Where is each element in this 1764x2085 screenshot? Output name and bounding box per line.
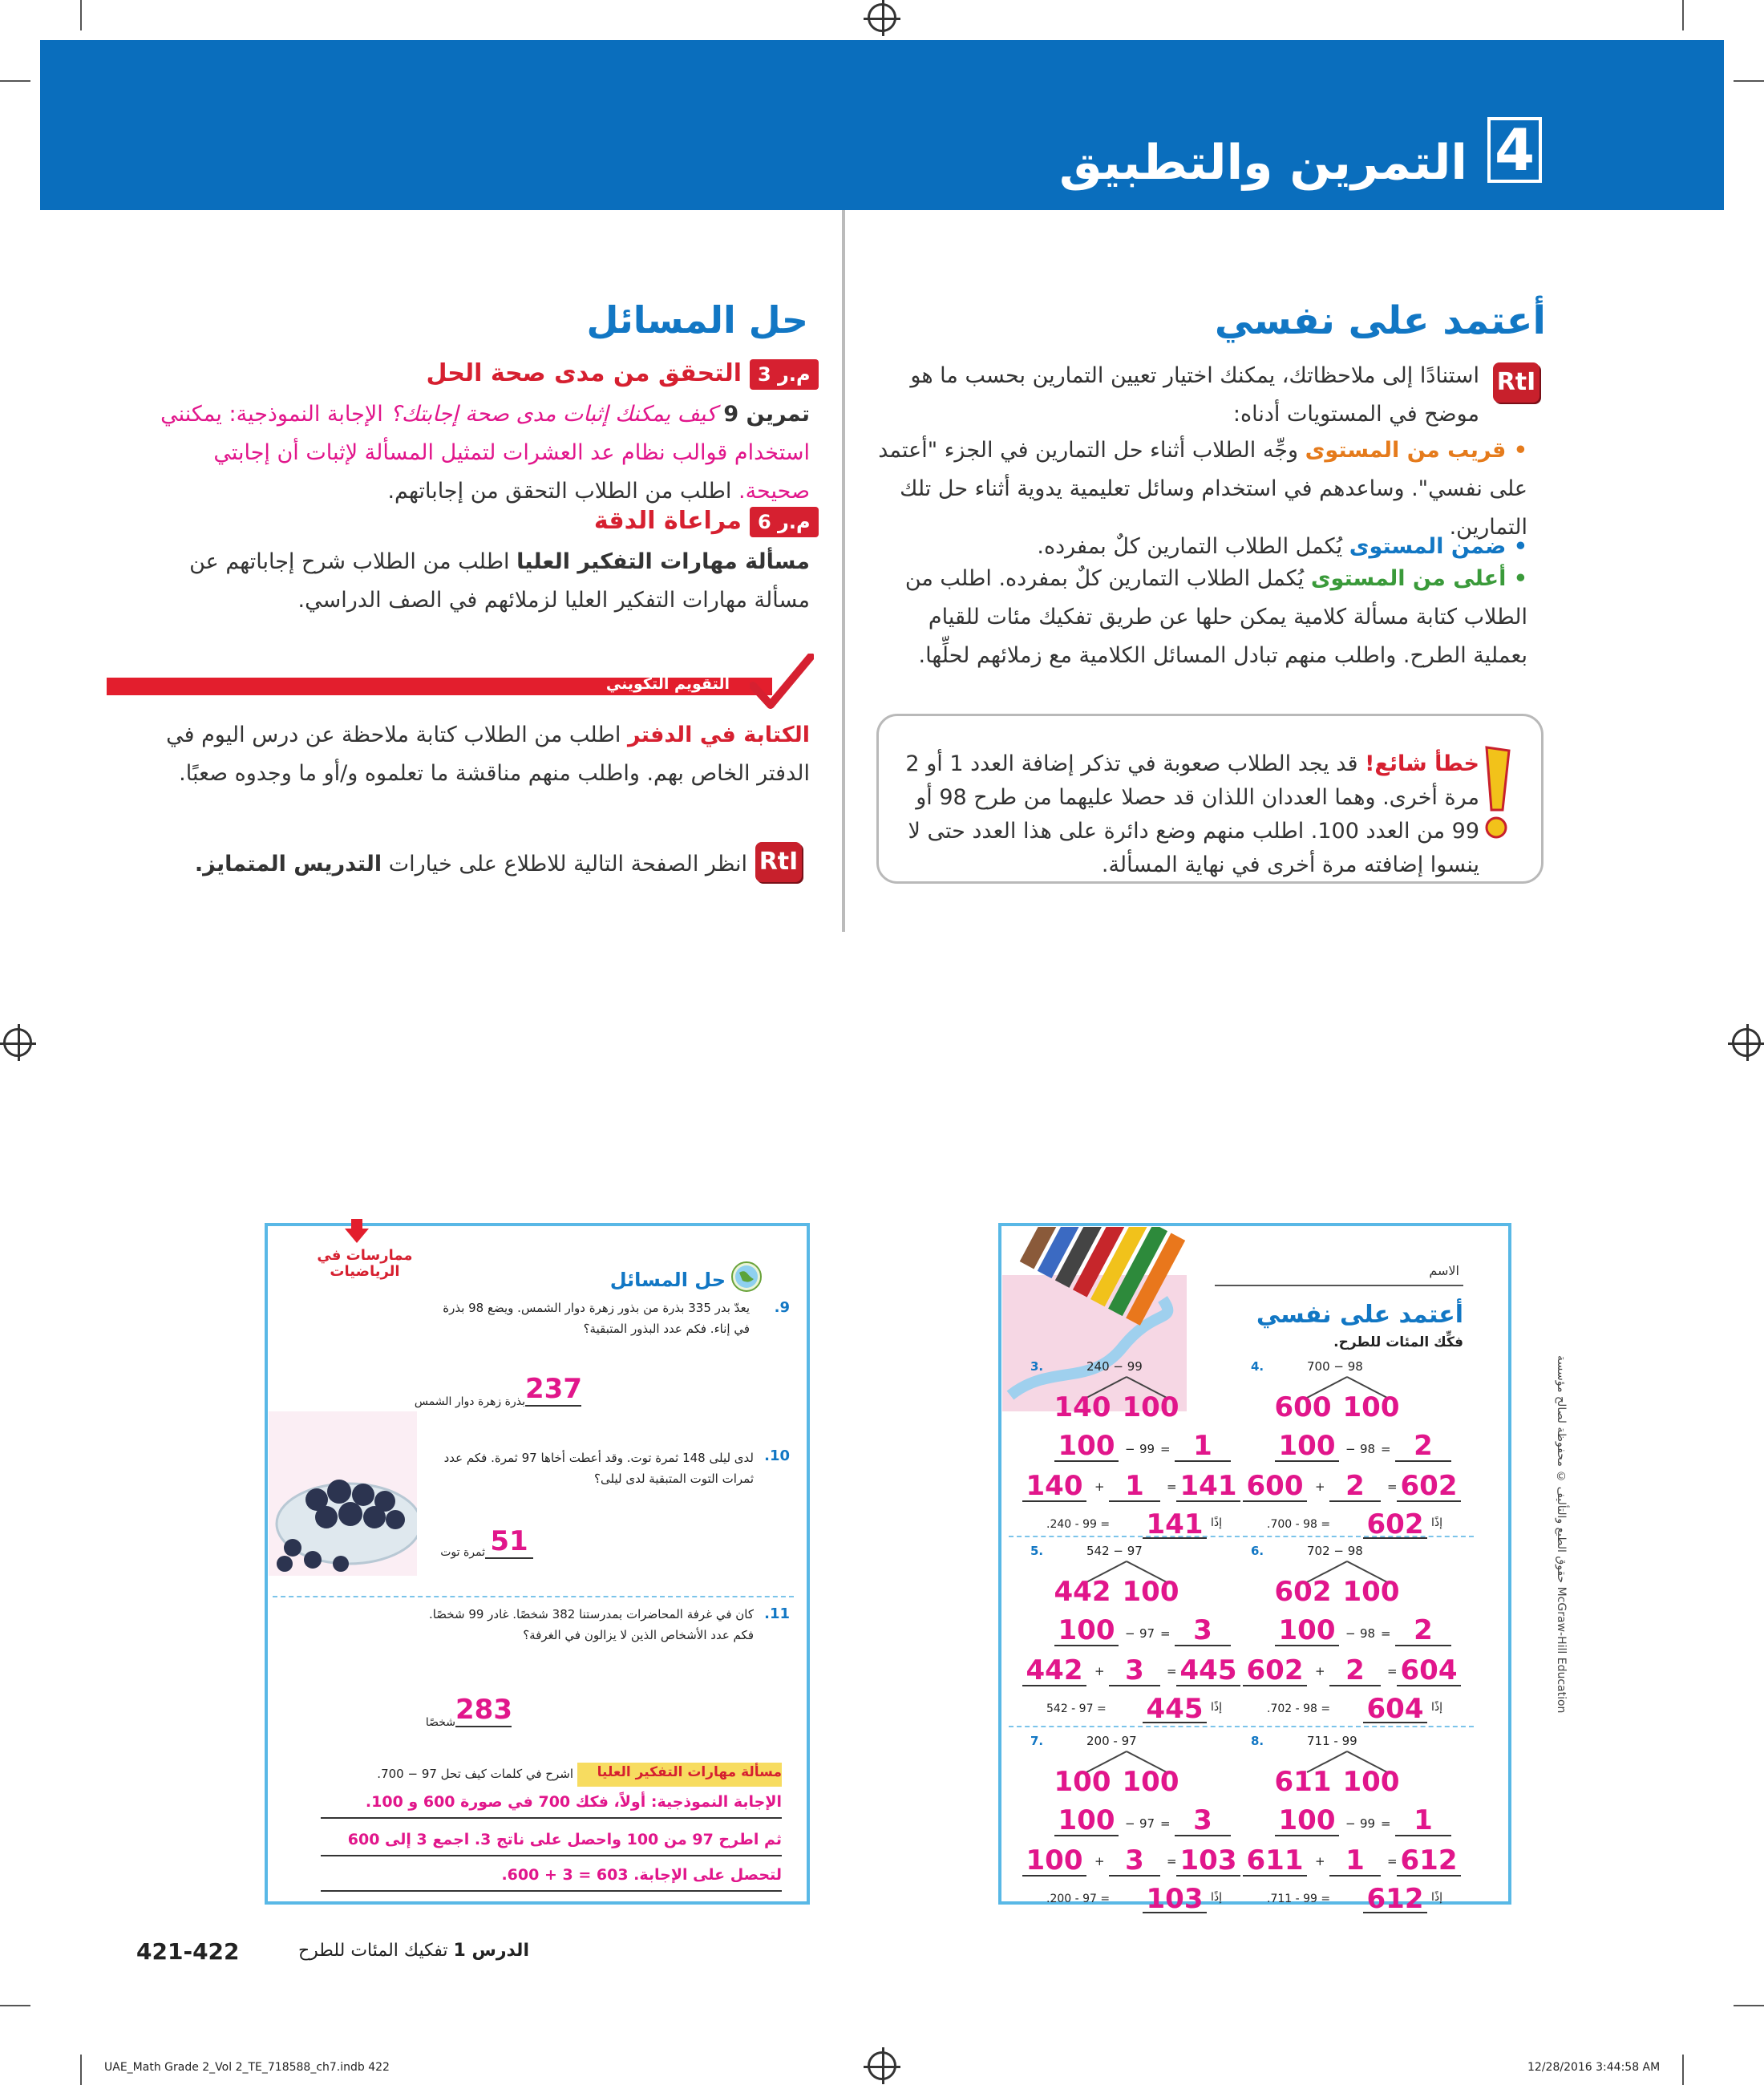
check-expression: .240 - 99 = — [1046, 1518, 1111, 1531]
equals-sign: = — [1387, 1480, 1398, 1494]
row3-sum: 141 — [1179, 1470, 1237, 1502]
answer-line — [1175, 1645, 1231, 1646]
equals-sign: = — [1167, 1664, 1177, 1678]
registration-mark-icon — [1732, 1028, 1761, 1057]
mp6-tag: م.ر 6 — [750, 507, 819, 537]
registration-mark-icon — [3, 1028, 32, 1057]
ex9-model-answer: الإجابة النموذجية: يمكنني استخدام قوالب نظام عد العشرات لتمثيل المسألة لإثبات أن إجابتي صحيحة. — [160, 402, 810, 504]
answer-line — [1022, 1685, 1086, 1686]
q9-number: 9. — [774, 1299, 790, 1316]
lesson-ref — [257, 1941, 529, 1961]
row3-sum: 612 — [1400, 1844, 1458, 1876]
final-answer: 602 — [1366, 1508, 1424, 1540]
problem-expression: 240 − 99 — [1086, 1359, 1143, 1374]
q10-answer: 51 — [490, 1525, 528, 1557]
answer-line — [1275, 1460, 1339, 1462]
q9-unit: بذرة زهرة دوار الشمس — [414, 1395, 525, 1408]
problem-separator — [1009, 1726, 1474, 1727]
section-title: التمرين والتطبيق — [1059, 135, 1467, 191]
answer-line — [1176, 1500, 1240, 1502]
assessment-bar-label: التقويم التكويني — [605, 675, 730, 693]
row3-ones: 2 — [1345, 1470, 1365, 1502]
column-divider — [842, 210, 845, 932]
row2-hundred: 100 — [1058, 1614, 1115, 1646]
row2-subtrahend: 98 — [1360, 1442, 1376, 1456]
down-arrow-icon — [345, 1219, 369, 1243]
plus-sign: + — [1094, 1664, 1105, 1678]
row3-ones: 3 — [1125, 1844, 1144, 1876]
q9-text: يعدّ بدر 335 بذرة من بذور زهرة دوار الشمس. ويضع 98 بذرة في إناء. فكم عدد البذور المتبقية؟ — [443, 1301, 750, 1336]
row2-subtrahend: 98 — [1360, 1626, 1376, 1641]
answer-line — [1363, 1912, 1427, 1913]
row3-sum: 103 — [1179, 1844, 1237, 1876]
crop-mark — [80, 2055, 82, 2085]
mp-label: ممارسات في الرياضيات — [317, 1247, 413, 1280]
minus-sign: − — [1345, 1442, 1356, 1456]
row2-subtrahend: 99 — [1139, 1442, 1155, 1456]
row3-ones: 3 — [1125, 1654, 1144, 1686]
final-answer: 604 — [1366, 1693, 1424, 1725]
blueberries-image — [269, 1411, 417, 1576]
row3-ones: 1 — [1345, 1844, 1365, 1876]
row2-result: 3 — [1193, 1804, 1212, 1836]
hots-line-3: لتحصل على الإجابة. 603 = 3 + 600. — [501, 1866, 782, 1884]
worksheet-title: أعتمد على نفسي — [1256, 1301, 1463, 1329]
row3-ones: 1 — [1125, 1470, 1144, 1502]
crop-mark — [0, 2005, 30, 2006]
equals-sign: = — [1160, 1442, 1171, 1456]
see-text: انظر الصفحة التالية للاطلاع على خيارات — [388, 852, 747, 877]
ex9-label: تمرين 9 — [723, 402, 810, 427]
equals-sign: = — [1387, 1664, 1398, 1678]
row2-result: 1 — [1414, 1804, 1433, 1836]
answer-line — [1143, 1722, 1207, 1723]
equals-sign: = — [1387, 1854, 1398, 1868]
hots-note-text: اطلب من الطلاب شرح إجاباتهم عن مسألة مهارات التفكير العليا لزملائهم في الصف الدراسي. — [189, 549, 810, 613]
q9-answer: 237 — [525, 1373, 582, 1405]
row2-result: 2 — [1414, 1430, 1433, 1462]
journal-note — [144, 716, 810, 793]
row3-sum: 445 — [1179, 1654, 1237, 1686]
row2-subtrahend: 97 — [1139, 1626, 1155, 1641]
then-label: إذًا — [1431, 1701, 1443, 1714]
row2-hundred: 100 — [1058, 1430, 1115, 1462]
q11-text: كان في غرفة المحاضرات بمدرستنا 382 شخصًا. غادر 99 شخصًا. فكم عدد الأشخاص الذين لا يزالون في الغرفة؟ — [428, 1607, 754, 1642]
problem-number: 4. — [1251, 1359, 1264, 1374]
see-bold: التدريس المتمايز. — [194, 852, 382, 877]
check-expression: .711 - 99 = — [1267, 1893, 1331, 1905]
see-next-page — [144, 845, 747, 884]
check-expression: 542 - 97 = — [1046, 1702, 1107, 1715]
plus-sign: + — [1094, 1480, 1105, 1494]
check-expression: .702 - 98 = — [1267, 1702, 1331, 1715]
row2-result: 2 — [1414, 1614, 1433, 1646]
plus-sign: + — [1315, 1854, 1325, 1868]
hots-note — [144, 543, 810, 620]
answer-line — [1329, 1875, 1381, 1876]
answer-line — [1395, 1835, 1451, 1836]
answer-line — [1243, 1685, 1307, 1686]
answer-line — [1275, 1835, 1339, 1836]
row2-subtrahend: 97 — [1139, 1816, 1155, 1831]
globe-icon — [731, 1261, 762, 1292]
copyright-side-text: حقوق الطبع والتأليف © محفوظة لصالح مؤسسة McGraw-Hill Education — [1555, 1355, 1568, 1714]
slug-date: 12/28/2016 3:44:58 AM — [1527, 2061, 1661, 2074]
row3-ones: 2 — [1345, 1654, 1365, 1686]
ws-hots-label: مسألة مهارات التفكير العليا — [597, 1764, 782, 1780]
journal-text: اطلب من الطلاب كتابة ملاحظة عن درس اليوم في الدفتر الخاص بهم. واطلب منهم مناقشة ما تعلموه و/أو ما وجدوه صعبًا. — [166, 723, 810, 786]
answer-line — [1363, 1722, 1427, 1723]
answer-line — [1054, 1645, 1119, 1646]
common-error-text — [890, 747, 1479, 882]
then-label: إذًا — [1211, 1516, 1223, 1529]
answer-line — [1109, 1500, 1160, 1502]
answer-line — [1363, 1537, 1427, 1539]
plus-sign: + — [1315, 1480, 1325, 1494]
answer-line — [1022, 1500, 1086, 1502]
equals-sign: = — [1381, 1626, 1391, 1641]
level-above: • أعلى من المستوى يُكمل الطلاب التمارين كلٌ بمفرده. اطلب من الطلاب كتابة مسألة كلامية يمكن حلها عن طريق تفكيك مئات للقيام بعملية الطرح. واطلب منهم تبادل المسائل الكلامية مع زملائهم لحلِّها. — [904, 566, 1527, 668]
registration-mark-icon — [868, 2051, 896, 2080]
problem-number: 8. — [1251, 1734, 1264, 1748]
lesson-label: الدرس 1 — [453, 1941, 529, 1961]
level-near-label: قريب من المستوى — [1305, 438, 1507, 463]
minus-sign: − — [1345, 1816, 1356, 1831]
crop-mark — [1734, 80, 1764, 82]
checkmark-icon — [750, 654, 814, 710]
row2-hundred: 100 — [1278, 1804, 1336, 1836]
final-answer: 103 — [1146, 1883, 1204, 1915]
minus-sign: − — [1125, 1442, 1135, 1456]
crop-mark — [80, 0, 82, 30]
equals-sign: = — [1167, 1480, 1177, 1494]
ws-left-heading: حل المسائل — [609, 1269, 726, 1291]
level-on: • ضمن المستوى يُكمل الطلاب التمارين كلٌ بمفرده. — [1037, 534, 1527, 559]
rti-badge: RtI — [1493, 362, 1539, 403]
crop-mark — [1682, 0, 1684, 30]
right-heading: أعتمد على نفسي — [1214, 298, 1546, 343]
answer-line — [1329, 1500, 1381, 1502]
ex9-tail: اطلب من الطلاب التحقق من إجاباتهم. — [387, 479, 732, 504]
rti-badge: RtI — [755, 842, 802, 882]
answer-line — [1397, 1685, 1461, 1686]
answer-line — [1109, 1685, 1160, 1686]
bond-part-a: 611 — [1274, 1766, 1332, 1798]
problem-expression: 711 - 99 — [1307, 1734, 1357, 1748]
answer-line — [1275, 1645, 1339, 1646]
minus-sign: − — [1125, 1626, 1135, 1641]
answer-line — [1397, 1875, 1461, 1876]
answer-line — [1176, 1685, 1240, 1686]
then-label: إذًا — [1431, 1516, 1443, 1529]
page-numbers: 421-422 — [136, 1938, 240, 1965]
equals-sign: = — [1160, 1626, 1171, 1641]
answer-line — [1109, 1875, 1160, 1876]
answer-line — [1175, 1835, 1231, 1836]
bond-part-b: 100 — [1122, 1766, 1179, 1798]
answer-line — [1329, 1685, 1381, 1686]
row3-part: 611 — [1246, 1844, 1304, 1876]
q11-number: 11. — [764, 1605, 790, 1622]
problem-number: 7. — [1030, 1734, 1044, 1748]
journal-label: الكتابة في الدفتر — [627, 723, 810, 747]
problem-number: 6. — [1251, 1544, 1264, 1558]
ws-hots-question: اشرح في كلمات كيف تحل 97 − 700. — [377, 1767, 573, 1781]
bond-part-b: 100 — [1342, 1391, 1400, 1423]
check-expression: .700 - 98 = — [1267, 1518, 1331, 1531]
level-above-text: يُكمل الطلاب التمارين كلٌ بمفرده. اطلب من الطلاب كتابة مسألة كلامية يمكن حلها عن طريق تفكيك مئات للقيام بعملية الطرح. واطلب منهم تبادل المسائل الكلامية مع زملائهم لحلِّها. — [904, 566, 1527, 668]
bond-part-a: 442 — [1054, 1576, 1111, 1608]
q10-unit: ثمرة توت — [440, 1546, 485, 1559]
registration-mark-icon — [868, 3, 896, 32]
name-line — [1215, 1285, 1463, 1286]
answer-line — [1395, 1645, 1451, 1646]
then-label: إذًا — [1211, 1701, 1223, 1714]
problem-expression: 700 − 98 — [1307, 1359, 1363, 1374]
hots-note-label: مسألة مهارات التفكير العليا — [516, 549, 810, 574]
row3-part: 442 — [1026, 1654, 1083, 1686]
section-number: 4 — [1487, 117, 1542, 183]
mp6-title: مراعاة الدقة — [593, 507, 742, 535]
common-error-body: قد يجد الطلاب صعوبة في تذكر إضافة العدد 1 أو 2 مرة أخرى. وهما العددان اللذان قد حصلا عليهما من طرح 98 أو 99 من العدد 100. اطلب منهم وضع دائرة على هذا العدد حتى لا ينسوا إضافته مرة أخرى في نهاية المسألة. — [905, 751, 1479, 877]
level-on-label: ضمن المستوى — [1349, 534, 1507, 559]
problem-separator — [273, 1596, 794, 1597]
row3-sum: 604 — [1400, 1654, 1458, 1686]
equals-sign: = — [1381, 1442, 1391, 1456]
answer-line — [1054, 1460, 1119, 1462]
exclamation-icon — [1480, 746, 1512, 842]
q10-text: لدى ليلى 148 ثمرة توت. وقد أعطت أخاها 97 ثمرة. فكم عدد ثمرات التوت المتبقية لدى ليلى؟ — [443, 1451, 754, 1486]
final-answer: 141 — [1146, 1508, 1204, 1540]
plus-sign: + — [1094, 1854, 1105, 1868]
bond-part-a: 100 — [1054, 1766, 1111, 1798]
ex9-question: كيف يمكنك إثبات مدى صحة إجابتك؟ — [390, 402, 717, 427]
answer-line — [1395, 1460, 1451, 1462]
row2-result: 3 — [1193, 1614, 1212, 1646]
exercise-9-note — [144, 395, 810, 511]
bond-part-a: 600 — [1274, 1391, 1332, 1423]
worksheet-subtitle: فكِّك المئات للطرح. — [1333, 1334, 1463, 1350]
minus-sign: − — [1345, 1626, 1356, 1641]
level-near-text: وجِّه الطلاب أثناء حل التمارين في الجزء "أعتمد على نفسي". وساعدهم في استخدام وسائل تعليمية يدوية أثناء حل تلك التمارين. — [878, 438, 1527, 540]
bond-part-b: 100 — [1122, 1391, 1179, 1423]
lesson-title: تفكيك المئات للطرح — [297, 1941, 448, 1961]
row2-result: 1 — [1193, 1430, 1212, 1462]
problem-expression: 702 − 98 — [1307, 1544, 1363, 1558]
equals-sign: = — [1160, 1816, 1171, 1831]
q10-number: 10. — [764, 1447, 790, 1464]
row2-hundred: 100 — [1278, 1614, 1336, 1646]
hots-line-2: ثم اطرح 97 من 100 واحصل على ناتج 3. اجمع 3 إلى 600 — [347, 1831, 782, 1848]
left-heading: حل المسائل — [586, 298, 808, 342]
answer-line — [1175, 1460, 1231, 1462]
slug-file: UAE_Math Grade 2_Vol 2_TE_718588_ch7.indb 422 — [104, 2061, 390, 2074]
crop-mark — [0, 80, 30, 82]
answer-line — [1176, 1875, 1240, 1876]
minus-sign: − — [1125, 1816, 1135, 1831]
equals-sign: = — [1167, 1854, 1177, 1868]
bond-part-b: 100 — [1342, 1576, 1400, 1608]
bond-part-b: 100 — [1342, 1766, 1400, 1798]
common-error-label: خطأ شائع! — [1365, 751, 1479, 776]
row3-part: 140 — [1026, 1470, 1083, 1502]
problem-number: 5. — [1030, 1544, 1044, 1558]
worksheet-name-label: الاسم — [1429, 1263, 1459, 1278]
final-answer: 445 — [1146, 1693, 1204, 1725]
equals-sign: = — [1381, 1816, 1391, 1831]
q11-unit: شخصًا — [425, 1716, 455, 1729]
answer-line — [1143, 1912, 1207, 1913]
problem-expression: 542 − 97 — [1086, 1544, 1143, 1558]
q11-answer: 283 — [455, 1694, 512, 1726]
answer-line — [1022, 1875, 1086, 1876]
bond-part-a: 602 — [1274, 1576, 1332, 1608]
answer-line — [1054, 1835, 1119, 1836]
level-near: • قريب من المستوى وجِّه الطلاب أثناء حل التمارين في الجزء "أعتمد على نفسي". وساعدهم في استخدام وسائل تعليمية يدوية أثناء حل تلك التمارين. — [878, 438, 1527, 540]
plus-sign: + — [1315, 1664, 1325, 1678]
then-label: إذًا — [1211, 1891, 1223, 1904]
check-expression: .200 - 97 = — [1046, 1893, 1111, 1905]
row3-sum: 602 — [1400, 1470, 1458, 1502]
problem-expression: 200 - 97 — [1086, 1734, 1137, 1748]
bond-part-a: 140 — [1054, 1391, 1111, 1423]
problem-number: 3. — [1030, 1359, 1044, 1374]
bond-part-b: 100 — [1122, 1576, 1179, 1608]
crop-mark — [1734, 2005, 1764, 2006]
hots-line-1: الإجابة النموذجية: أولاً، فكك 700 في صورة 600 و 100. — [365, 1793, 782, 1811]
row2-hundred: 100 — [1058, 1804, 1115, 1836]
then-label: إذًا — [1431, 1891, 1443, 1904]
answer-line — [1143, 1537, 1207, 1539]
row3-part: 100 — [1026, 1844, 1083, 1876]
answer-line — [1243, 1500, 1307, 1502]
mp3-tag: م.ر 3 — [750, 359, 819, 390]
mp3-title: التحقق من مدى صحة الحل — [426, 359, 742, 387]
row2-subtrahend: 99 — [1360, 1816, 1376, 1831]
row2-hundred: 100 — [1278, 1430, 1336, 1462]
row3-part: 600 — [1246, 1470, 1304, 1502]
answer-line — [1397, 1500, 1461, 1502]
answer-line — [1243, 1875, 1307, 1876]
row3-part: 602 — [1246, 1654, 1304, 1686]
level-above-label: أعلى من المستوى — [1310, 566, 1507, 591]
final-answer: 612 — [1366, 1883, 1424, 1915]
level-on-text: يُكمل الطلاب التمارين كلٌ بمفرده. — [1037, 534, 1343, 559]
right-intro: استنادًا إلى ملاحظاتك، يمكنك اختيار تعيين التمارين بحسب ما هو موضح في المستويات أدناه: — [910, 363, 1479, 427]
